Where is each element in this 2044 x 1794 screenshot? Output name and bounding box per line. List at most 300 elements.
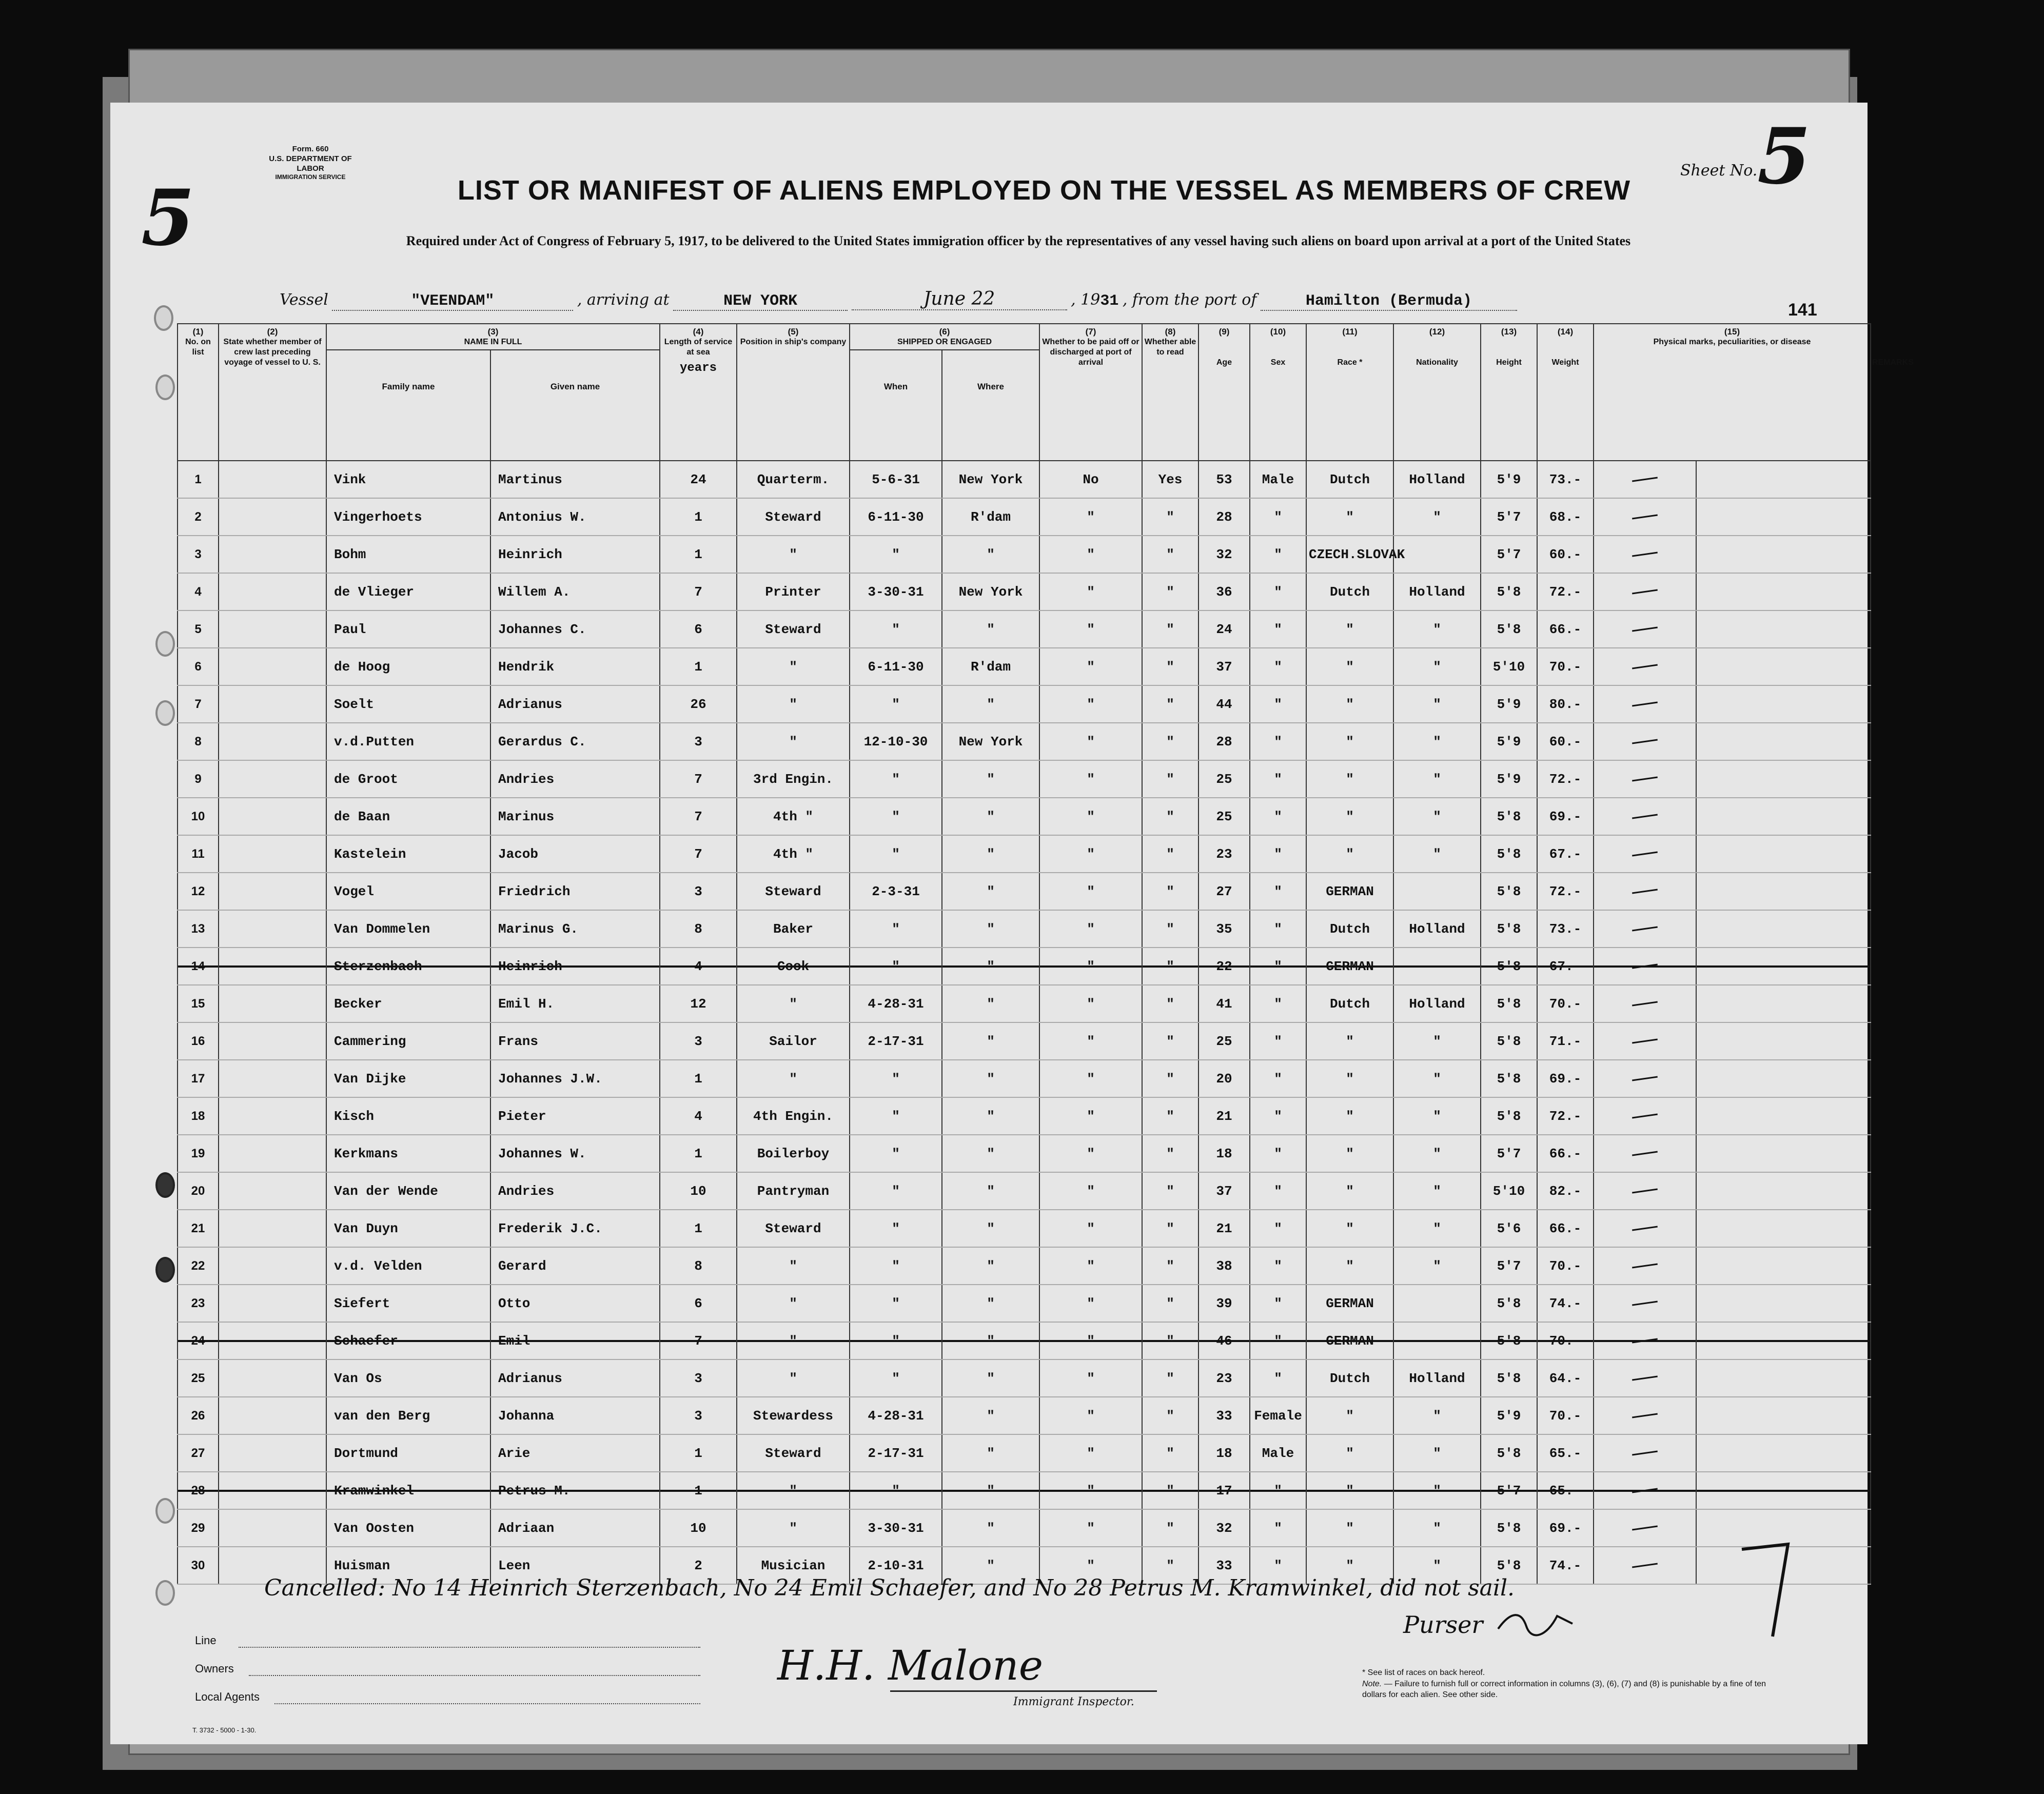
cell-weight: 67.- [1537,948,1594,985]
print-code: T. 3732 - 5000 - 1-30. [192,1726,257,1734]
cell-blank [219,1322,326,1359]
cell-family: Van der Wende [326,1172,490,1210]
cell-marks-2 [1696,760,1871,798]
cell-weight: 70.- [1537,985,1594,1022]
punch-hole [154,305,173,331]
cell-sex: " [1250,1472,1306,1509]
cell-blank [219,1210,326,1247]
table-row [178,1434,1871,1472]
cell-weight: 68.- [1537,498,1594,536]
cell-sex: " [1250,985,1306,1022]
cell-sex: " [1250,1135,1306,1172]
cell-race: " [1306,1060,1393,1097]
cell-height: 5'8 [1481,1022,1537,1060]
cell-position: Stewardess [737,1397,850,1434]
cell-years: 1 [660,536,737,573]
cell-height: 5'7 [1481,536,1537,573]
cell-family: Kerkmans [326,1135,490,1172]
cell-marks [1594,835,1696,873]
cell-read: " [1142,1060,1198,1097]
table-row [178,1210,1871,1247]
cell-where: " [942,760,1039,798]
col15-header: (15) Physical marks, peculiarities, or disease [1594,324,1871,461]
cell-paid: " [1039,685,1142,723]
cell-age: 25 [1198,1022,1250,1060]
cell-race: " [1306,1135,1393,1172]
page-title: LIST OR MANIFEST OF ALIENS EMPLOYED ON THE VESSEL AS MEMBERS OF CREW [457,175,1631,206]
cell-marks [1594,648,1696,685]
cell-marks [1594,498,1696,536]
cell-read: " [1142,1022,1198,1060]
cell-blank [219,1097,326,1135]
cell-years: 1 [660,1060,737,1097]
cell-read: " [1142,798,1198,835]
mark-tick [1632,1563,1658,1568]
cell-race: Dutch [1306,910,1393,948]
cell-weight: 70.- [1537,1247,1594,1285]
cell-given: Adriaan [490,1509,660,1547]
cell-where: " [942,985,1039,1022]
mark-tick [1632,1338,1658,1344]
cell-sex: " [1250,1210,1306,1247]
cell-blank [219,648,326,685]
cell-family: de Groot [326,760,490,798]
cell-family: Becker [326,985,490,1022]
cell-blank [219,1509,326,1547]
col13-header: (13) Height [1481,324,1537,461]
cell-height: 5'8 [1481,1359,1537,1397]
cell-family: Dortmund [326,1434,490,1472]
cell-marks-2 [1696,1172,1871,1210]
cell-where: New York [942,461,1039,498]
cell-sex: " [1250,573,1306,610]
mark-tick [1632,1488,1658,1493]
table-row [178,1022,1871,1060]
cell-when: 2-3-31 [850,873,942,910]
cell-where: " [942,948,1039,985]
cell-position: " [737,536,850,573]
cell-height: 5'7 [1481,1247,1537,1285]
cell-when: " [850,685,942,723]
cell-age: 39 [1198,1285,1250,1322]
cell-marks [1594,1060,1696,1097]
cell-given: Emil [490,1322,660,1359]
mark-tick [1632,552,1658,557]
cell-years: 1 [660,1472,737,1509]
cell-position: " [737,1472,850,1509]
cell-marks-2 [1696,723,1871,760]
table-row [178,798,1871,835]
cell-family: Vingerhoets [326,498,490,536]
cell-where: " [942,873,1039,910]
cell-no: 2 [178,498,219,536]
cell-race: Dutch [1306,461,1393,498]
cell-sex: " [1250,1322,1306,1359]
mark-tick [1632,1413,1658,1418]
local-agents-label: Local Agents [195,1690,260,1703]
cell-nationality: Holland [1393,910,1481,948]
cell-read: " [1142,873,1198,910]
cell-paid: " [1039,1322,1142,1359]
cell-family: Kramwinkel [326,1472,490,1509]
cell-age: 44 [1198,685,1250,723]
cell-paid: " [1039,498,1142,536]
inspector-signature-line [890,1690,1157,1692]
cell-paid: " [1039,798,1142,835]
cell-age: 37 [1198,1172,1250,1210]
cell-no: 21 [178,1210,219,1247]
cell-no: 24 [178,1322,219,1359]
cell-where: " [942,1022,1039,1060]
cell-where: " [942,536,1039,573]
cell-weight: 60.- [1537,536,1594,573]
punch-hole [155,1498,175,1524]
cell-height: 5'9 [1481,1397,1537,1434]
cell-race: " [1306,1434,1393,1472]
cell-nationality: " [1393,685,1481,723]
cell-height: 5'6 [1481,1210,1537,1247]
cell-no: 29 [178,1509,219,1547]
cell-no: 4 [178,573,219,610]
cell-nationality: " [1393,723,1481,760]
cell-position: Steward [737,873,850,910]
cell-nationality [1393,948,1481,985]
cell-where: " [942,798,1039,835]
mark-tick [1632,1264,1658,1269]
col14-header: (14) Weight [1537,324,1594,461]
cell-years: 7 [660,835,737,873]
col1-header: (1) No. on list [178,324,219,461]
line-field [239,1647,700,1648]
cell-sex: " [1250,1285,1306,1322]
mark-tick [1632,1001,1658,1007]
cell-marks [1594,1172,1696,1210]
cell-when: " [850,760,942,798]
cell-weight: 66.- [1537,610,1594,648]
cell-read: " [1142,1434,1198,1472]
cell-given: Andries [490,760,660,798]
cell-nationality: " [1393,648,1481,685]
cell-marks-2 [1696,461,1871,498]
cell-years: 3 [660,1022,737,1060]
cell-weight: 66.- [1537,1135,1594,1172]
cell-paid: " [1039,1210,1142,1247]
cell-no: 8 [178,723,219,760]
cell-marks [1594,1022,1696,1060]
mark-tick [1632,1189,1658,1194]
cell-when: " [850,1060,942,1097]
cell-weight: 71.- [1537,1022,1594,1060]
cell-no: 12 [178,873,219,910]
cell-nationality: " [1393,1210,1481,1247]
cell-given: Johanna [490,1397,660,1434]
cell-where: " [942,1135,1039,1172]
table-row [178,723,1871,760]
cell-nationality: " [1393,1472,1481,1509]
cell-blank [219,873,326,910]
col10-header: (10) Sex [1250,324,1306,461]
cell-when: 5-6-31 [850,461,942,498]
cell-marks-2 [1696,573,1871,610]
cell-marks [1594,948,1696,985]
cell-no: 22 [178,1247,219,1285]
table-row [178,1247,1871,1285]
table-row [178,835,1871,873]
cell-height: 5'8 [1481,1509,1537,1547]
cell-race: " [1306,1210,1393,1247]
cell-marks [1594,910,1696,948]
cell-sex: " [1250,1247,1306,1285]
cell-read: " [1142,498,1198,536]
cell-position: " [737,1247,850,1285]
cell-nationality: " [1393,835,1481,873]
cell-position: " [737,1060,850,1097]
cell-no: 11 [178,835,219,873]
cell-paid: " [1039,1247,1142,1285]
cell-sex: " [1250,948,1306,985]
cell-race: GERMAN [1306,1322,1393,1359]
cell-age: 25 [1198,760,1250,798]
cell-sex: " [1250,873,1306,910]
cell-years: 3 [660,1359,737,1397]
cell-nationality: " [1393,610,1481,648]
mark-tick [1632,1451,1658,1456]
cell-position: 4th " [737,835,850,873]
line-label: Line [195,1634,217,1647]
cell-where: " [942,1060,1039,1097]
cell-paid: " [1039,536,1142,573]
cell-weight: 69.- [1537,1509,1594,1547]
vessel-line [280,288,1517,311]
cell-where: " [942,910,1039,948]
cell-family: Siefert [326,1285,490,1322]
table-row [178,910,1871,948]
col4-header: (4) Length of service at sea years [660,324,737,461]
cell-no: 23 [178,1285,219,1322]
cell-family: Vogel [326,873,490,910]
cell-weight: 70.- [1537,1322,1594,1359]
cell-marks-2 [1696,1434,1871,1472]
col8-header: (8) Whether able to read [1142,324,1198,461]
mark-tick [1632,1226,1658,1231]
cell-position: Steward [737,1210,850,1247]
cell-read: " [1142,910,1198,948]
cell-sex: " [1250,685,1306,723]
cell-no: 1 [178,461,219,498]
cell-given: Friedrich [490,873,660,910]
cell-nationality: " [1393,1434,1481,1472]
cell-race: " [1306,1172,1393,1210]
punch-hole [155,1257,175,1283]
cell-read: " [1142,1285,1198,1322]
cell-given: Frederik J.C. [490,1210,660,1247]
department-name: U.S. DEPARTMENT OF LABOR [269,154,352,173]
cell-blank [219,1022,326,1060]
cell-age: 28 [1198,498,1250,536]
cell-weight: 74.- [1537,1285,1594,1322]
mark-tick [1632,777,1658,782]
manifest-sheet [110,103,1914,1744]
cell-weight: 73.- [1537,910,1594,948]
cell-where: " [942,1472,1039,1509]
mark-tick [1632,664,1658,669]
cell-race: GERMAN [1306,948,1393,985]
cell-when: " [850,910,942,948]
cell-height: 5'9 [1481,723,1537,760]
table-row [178,1135,1871,1172]
cell-read: " [1142,835,1198,873]
cell-no: 6 [178,648,219,685]
cell-when: " [850,1359,942,1397]
cell-sex: " [1250,1359,1306,1397]
cell-race: Dutch [1306,573,1393,610]
cell-age: 38 [1198,1247,1250,1285]
cell-when: " [850,1210,942,1247]
cell-nationality: " [1393,1022,1481,1060]
col5-header: (5) Position in ship's company [737,324,850,461]
cell-height: 5'8 [1481,573,1537,610]
cell-when: " [850,610,942,648]
cell-read: " [1142,1097,1198,1135]
cell-read: " [1142,1210,1198,1247]
cell-sex: " [1250,723,1306,760]
cell-age: 22 [1198,948,1250,985]
cell-no: 25 [178,1359,219,1397]
cell-paid: " [1039,1097,1142,1135]
cell-position: " [737,1509,850,1547]
local-agents-field [274,1703,700,1704]
cell-position: Steward [737,610,850,648]
table-row [178,573,1871,610]
cell-nationality: Holland [1393,573,1481,610]
cell-paid: " [1039,1060,1142,1097]
col11-header: (11) Race * [1306,324,1393,461]
cell-read: " [1142,723,1198,760]
cell-blank [219,610,326,648]
cell-race: " [1306,498,1393,536]
cell-marks-2 [1696,1210,1871,1247]
cell-years: 2 [660,1547,737,1584]
cell-age: 32 [1198,1509,1250,1547]
cell-weight: 65.- [1537,1434,1594,1472]
cell-weight: 69.- [1537,798,1594,835]
cell-marks [1594,1135,1696,1172]
cell-marks-2 [1696,873,1871,910]
form-header [259,145,362,181]
col6-header: (6) SHIPPED OR ENGAGED [850,324,1039,350]
cell-marks [1594,1097,1696,1135]
cell-family: de Hoog [326,648,490,685]
cell-family: Van Os [326,1359,490,1397]
cell-height: 5'8 [1481,1547,1537,1584]
table-row [178,985,1871,1022]
cell-weight: 72.- [1537,573,1594,610]
cell-nationality: " [1393,1172,1481,1210]
inspector-signature: H.H. Malone [777,1642,1044,1689]
cell-paid: " [1039,1434,1142,1472]
cell-given: Heinrich [490,948,660,985]
cell-sex: " [1250,1509,1306,1547]
cell-nationality: " [1393,1509,1481,1547]
cell-years: 4 [660,948,737,985]
cell-given: Hendrik [490,648,660,685]
cell-years: 8 [660,910,737,948]
cell-height: 5'10 [1481,648,1537,685]
where-header: Where [942,350,1039,461]
cell-when: " [850,1135,942,1172]
cell-weight: 72.- [1537,873,1594,910]
cell-blank [219,1247,326,1285]
cell-years: 3 [660,723,737,760]
cell-race: " [1306,798,1393,835]
cell-race: " [1306,1097,1393,1135]
cell-years: 6 [660,1285,737,1322]
cell-years: 1 [660,1434,737,1472]
cell-marks-2 [1696,1135,1871,1172]
cell-position: 3rd Engin. [737,760,850,798]
cell-no: 16 [178,1022,219,1060]
cell-paid: " [1039,910,1142,948]
cell-sex: " [1250,648,1306,685]
table-row [178,1285,1871,1322]
cell-family: v.d. Velden [326,1247,490,1285]
cell-weight: 65.- [1537,1472,1594,1509]
cell-position: Sailor [737,1022,850,1060]
cell-no: 17 [178,1060,219,1097]
cell-family: Schaefer [326,1322,490,1359]
cell-where: New York [942,573,1039,610]
table-row [178,1359,1871,1397]
cell-marks-2 [1696,985,1871,1022]
departure-port: Hamilton (Bermuda) [1261,292,1517,311]
cell-paid: " [1039,610,1142,648]
cell-race: " [1306,685,1393,723]
cell-when: 3-30-31 [850,573,942,610]
cell-marks [1594,685,1696,723]
cell-paid: " [1039,873,1142,910]
cell-no: 3 [178,536,219,573]
cell-years: 8 [660,1247,737,1285]
cell-family: Vink [326,461,490,498]
cell-blank [219,910,326,948]
cell-sex: " [1250,835,1306,873]
table-row [178,1397,1871,1434]
cell-given: Johannes J.W. [490,1060,660,1097]
cell-read: " [1142,1247,1198,1285]
cell-years: 3 [660,873,737,910]
cell-nationality: " [1393,1247,1481,1285]
cell-age: 20 [1198,1060,1250,1097]
cell-given: Frans [490,1022,660,1060]
cell-read: " [1142,985,1198,1022]
mark-tick [1632,1039,1658,1044]
cell-position: Steward [737,498,850,536]
cell-family: Bohm [326,536,490,573]
cell-age: 36 [1198,573,1250,610]
cell-marks-2 [1696,685,1871,723]
cell-position: 4th " [737,798,850,835]
cell-where: " [942,610,1039,648]
cell-nationality [1393,1285,1481,1322]
cell-read: " [1142,685,1198,723]
inspector-caption: Immigrant Inspector. [1013,1696,1134,1708]
cell-sex: " [1250,910,1306,948]
cell-marks [1594,1322,1696,1359]
cell-where: " [942,1210,1039,1247]
cell-years: 1 [660,498,737,536]
cell-nationality: " [1393,1397,1481,1434]
form-number: Form. 660 [292,145,329,153]
